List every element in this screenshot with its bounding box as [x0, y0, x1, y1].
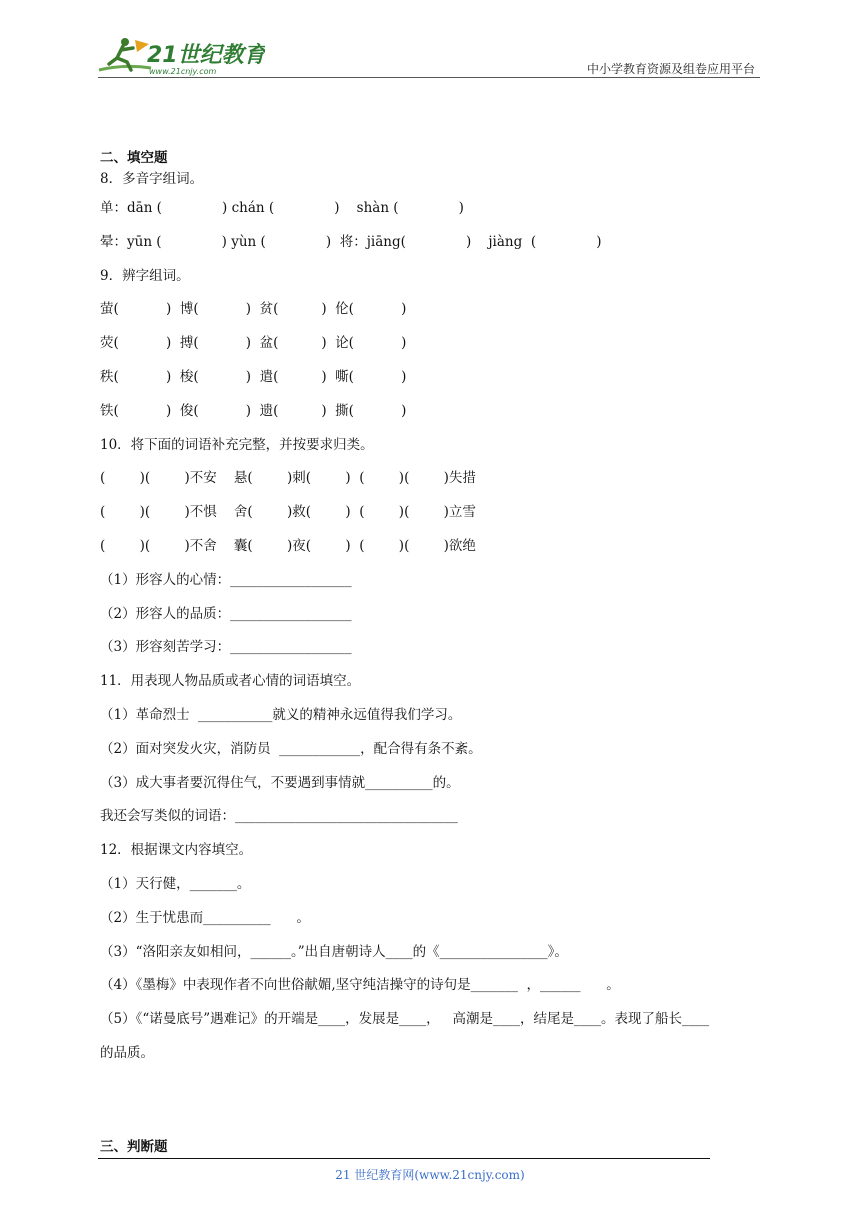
logo: [95, 34, 265, 78]
section-title-judge: 三、判断题: [100, 1138, 168, 1155]
question-line: 的品质。: [100, 1044, 154, 1061]
question-line: （3）成大事者要沉得住气，不要遇到事情就__________的。: [100, 774, 460, 791]
question-line: 11．用表现人物品质或者心情的词语填空。: [100, 673, 361, 690]
spacer: [100, 1071, 765, 1129]
question-line: （1）革命烈士 ___________就义的精神永远值得我们学习。: [100, 706, 462, 723]
question-line: 荧( ) 搏( ) 盆( ) 论( ): [100, 335, 407, 352]
question-line: （2）面对突发火灾，消防员 ____________，配合得有条不紊。: [100, 740, 482, 757]
question-line: 单：dān ( ) chán ( ) shàn ( ): [100, 200, 464, 216]
question-line: 秩( ) 梭( ) 遣( ) 嘶( ): [100, 368, 407, 385]
question-line: 晕：yūn ( ) yùn ( ) 将：jiāng( ) jiàng ( ): [100, 233, 602, 250]
question-line: （1）天行健，_______。: [100, 875, 251, 892]
question-line: ( )( )不安 悬( )刺( ) ( )( )失措: [100, 470, 476, 487]
question-line: ( )( )不惧 舍( )救( ) ( )( )立雪: [100, 504, 476, 521]
question-line: 12．根据课文内容填空。: [100, 842, 253, 859]
section-title-fill: 二、填空题: [100, 150, 168, 166]
question-line: 铁( ) 俊( ) 遗( ) 撕( ): [100, 402, 407, 419]
question-line: 9．辨字组词。: [100, 267, 190, 284]
header-platform-text: 中小学教育资源及组卷应用平台: [586, 62, 755, 76]
question-line: 我还会写类似的词语：_________________________________: [100, 808, 458, 825]
page-header: [0, 0, 860, 90]
document-body: [100, 140, 765, 1155]
question-line: （3）“洛阳亲友如相问，______。”出自唐朝诗人____的《________________》。: [100, 943, 568, 960]
question-line: （1）形容人的心情：__________________: [100, 571, 352, 588]
header-divider: [98, 77, 760, 78]
footer-divider: [98, 1158, 710, 1159]
footer-text[interactable]: 21 世纪教育网(www.21cnjy.com): [335, 1168, 525, 1182]
svg-text:21世纪教育: 21世纪教育: [147, 43, 265, 68]
question-line: 8．多音字组词。: [100, 171, 204, 187]
question-line: 10．将下面的词语补充完整，并按要求归类。: [100, 436, 374, 453]
question-line: （2）生于忧患而__________ 。: [100, 909, 310, 926]
logo-graphic: [95, 34, 265, 78]
svg-text:www.21cnjy.com: www.21cnjy.com: [149, 67, 217, 76]
question-line: ( )( )不舍 囊( )夜( ) ( )( )欲绝: [100, 537, 476, 554]
question-line: （5）《“诺曼底号”遇难记》的开端是____，发展是____， 高潮是____，结尾是____。表现了船长____: [100, 1011, 710, 1028]
question-line: 萤( ) 博( ) 贫( ) 伦( ): [100, 301, 407, 318]
question-line: （2）形容人的品质：__________________: [100, 605, 352, 622]
question-line: （3）形容刻苦学习：__________________: [100, 639, 352, 656]
question-line: （4）《墨梅》中表现作者不向世俗献媚,坚守纯洁操守的诗句是_______ ，______ 。: [100, 977, 620, 994]
